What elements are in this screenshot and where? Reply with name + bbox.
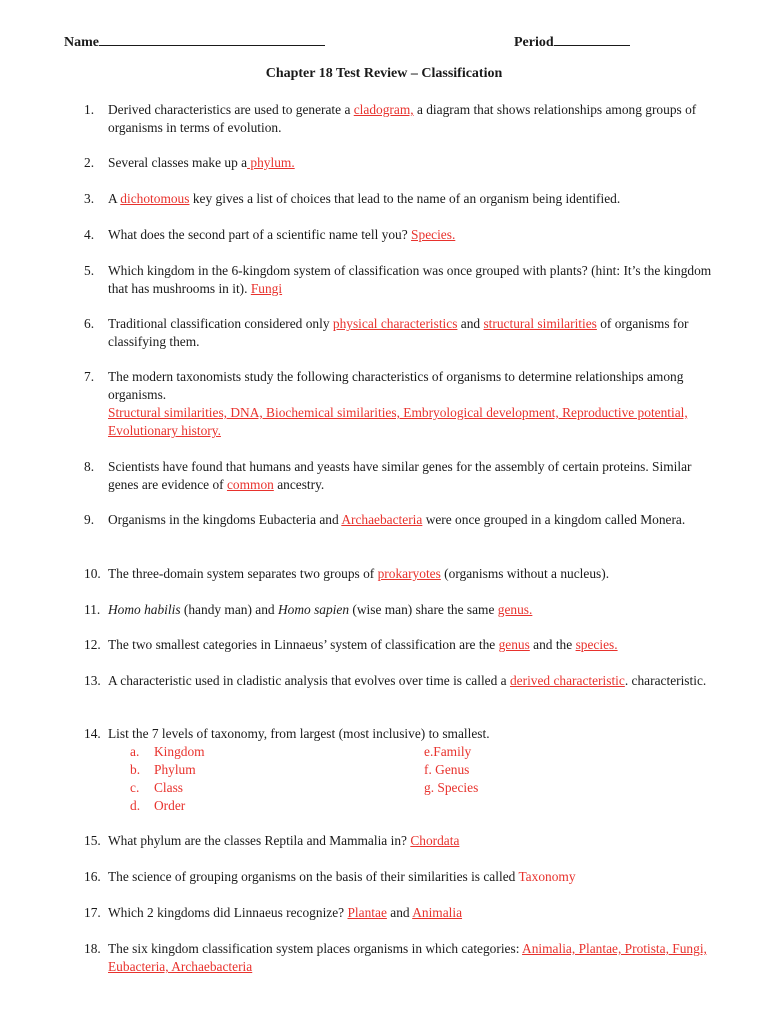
answer: physical characteristics — [332, 316, 458, 331]
question-12: 12. The two smallest categories in Linnaeus’ system of classification are the genus and the species. — [84, 637, 618, 652]
question-11: 11. Homo habilis (handy man) and Homo sapien (wise man) share the same genus. — [84, 602, 533, 617]
answer: Archaebacteria — [341, 512, 423, 527]
list-item: a. Kingdom — [130, 744, 205, 759]
answer: Fungi — [250, 281, 283, 296]
question-18: 18. The six kingdom classification system places organisms in which categories: Animalia, Plantae, Protista, Fungi, Eubacteria, Archaebacteria — [84, 941, 707, 974]
period-field: Period — [514, 31, 630, 51]
taxonomy-levels-left — [130, 743, 205, 815]
answer: structural similarities — [483, 316, 597, 331]
question-5: 5. Which kingdom in the 6-kingdom system of classification was once grouped with plants? (hint: It’s the kingdom that has mushrooms in it). Fungi — [84, 263, 712, 296]
answer: Taxonomy — [518, 869, 576, 884]
answer: Plantae — [347, 905, 387, 920]
question-17: 17. Which 2 kingdoms did Linnaeus recognize? Plantae and Animalia — [84, 905, 463, 920]
list-item: g. Species — [424, 780, 479, 795]
answer: dichotomous — [120, 191, 190, 206]
answer: phylum. — [247, 155, 295, 170]
page-title: Chapter 18 Test Review – Classification — [265, 66, 503, 81]
answer: derived characteristic — [509, 673, 625, 688]
question-9: 9. Organisms in the kingdoms Eubacteria and Archaebacteria were once grouped in a kingdom called Monera. — [84, 512, 686, 527]
question-3: 3. A dichotomous key gives a list of choices that lead to the name of an organism being identified. — [84, 191, 621, 206]
question-8: 8. Scientists have found that humans and yeasts have similar genes for the assembly of certain proteins. Similar genes are evidence of common ancestry. — [84, 459, 692, 492]
question-6: 6. Traditional classification considered only physical characteristics and structural similarities of organisms for classifying them. — [84, 316, 689, 349]
answer: species. — [575, 637, 618, 652]
answer: cladogram, — [353, 102, 414, 117]
answer: genus — [498, 637, 530, 652]
question-13: 13. A characteristic used in cladistic analysis that evolves over time is called a derived characteristic. characteristic. — [84, 673, 707, 688]
question-15: 15. What phylum are the classes Reptila and Mammalia in? Chordata — [84, 833, 460, 848]
answer: Species. — [411, 227, 456, 242]
question-10: 10. The three-domain system separates two groups of prokaryotes (organisms without a nucleus). — [84, 566, 610, 581]
list-item: c. Class — [130, 780, 184, 795]
taxonomy-levels-right — [424, 743, 478, 797]
answer: Chordata — [410, 833, 460, 848]
list-item: f. Genus — [424, 762, 470, 777]
question-2: 2. Several classes make up a phylum. — [84, 155, 295, 170]
question-4: 4. What does the second part of a scientific name tell you? Species. — [84, 227, 456, 242]
question-14: 14. List the 7 levels of taxonomy, from largest (most inclusive) to smallest. — [84, 726, 490, 741]
list-item: d. Order — [130, 798, 186, 813]
answer: prokaryotes — [377, 566, 441, 581]
question-16: 16. The science of grouping organisms on the basis of their similarities is called Taxonomy — [84, 869, 576, 884]
question-7: 7. The modern taxonomists study the following characteristics of organisms to determine relationships among organisms. Structural similarities, DNA, Biochemical similarities, Embryological development, Reproductive potential, Evolutionary history. — [84, 368, 724, 440]
question-1: 1. Derived characteristics are used to generate a cladogram, a diagram that shows relationships among groups of organisms in terms of evolution. — [84, 102, 697, 135]
list-item: e.Family — [424, 744, 472, 759]
name-blank[interactable] — [99, 31, 325, 46]
answer: genus. — [497, 602, 533, 617]
answer: Animalia — [412, 905, 463, 920]
answer: Animalia, Plantae, Protista, Fungi, Eubacteria, Archaebacteria — [108, 941, 707, 974]
answer: Structural similarities, DNA, Biochemical similarities, Embryological development, Reproductive potential, Evolutionary history. — [108, 405, 688, 438]
answer: common — [226, 477, 274, 492]
period-blank[interactable] — [554, 31, 630, 46]
list-item: b. Phylum — [130, 762, 196, 777]
name-field: Name — [64, 31, 325, 51]
